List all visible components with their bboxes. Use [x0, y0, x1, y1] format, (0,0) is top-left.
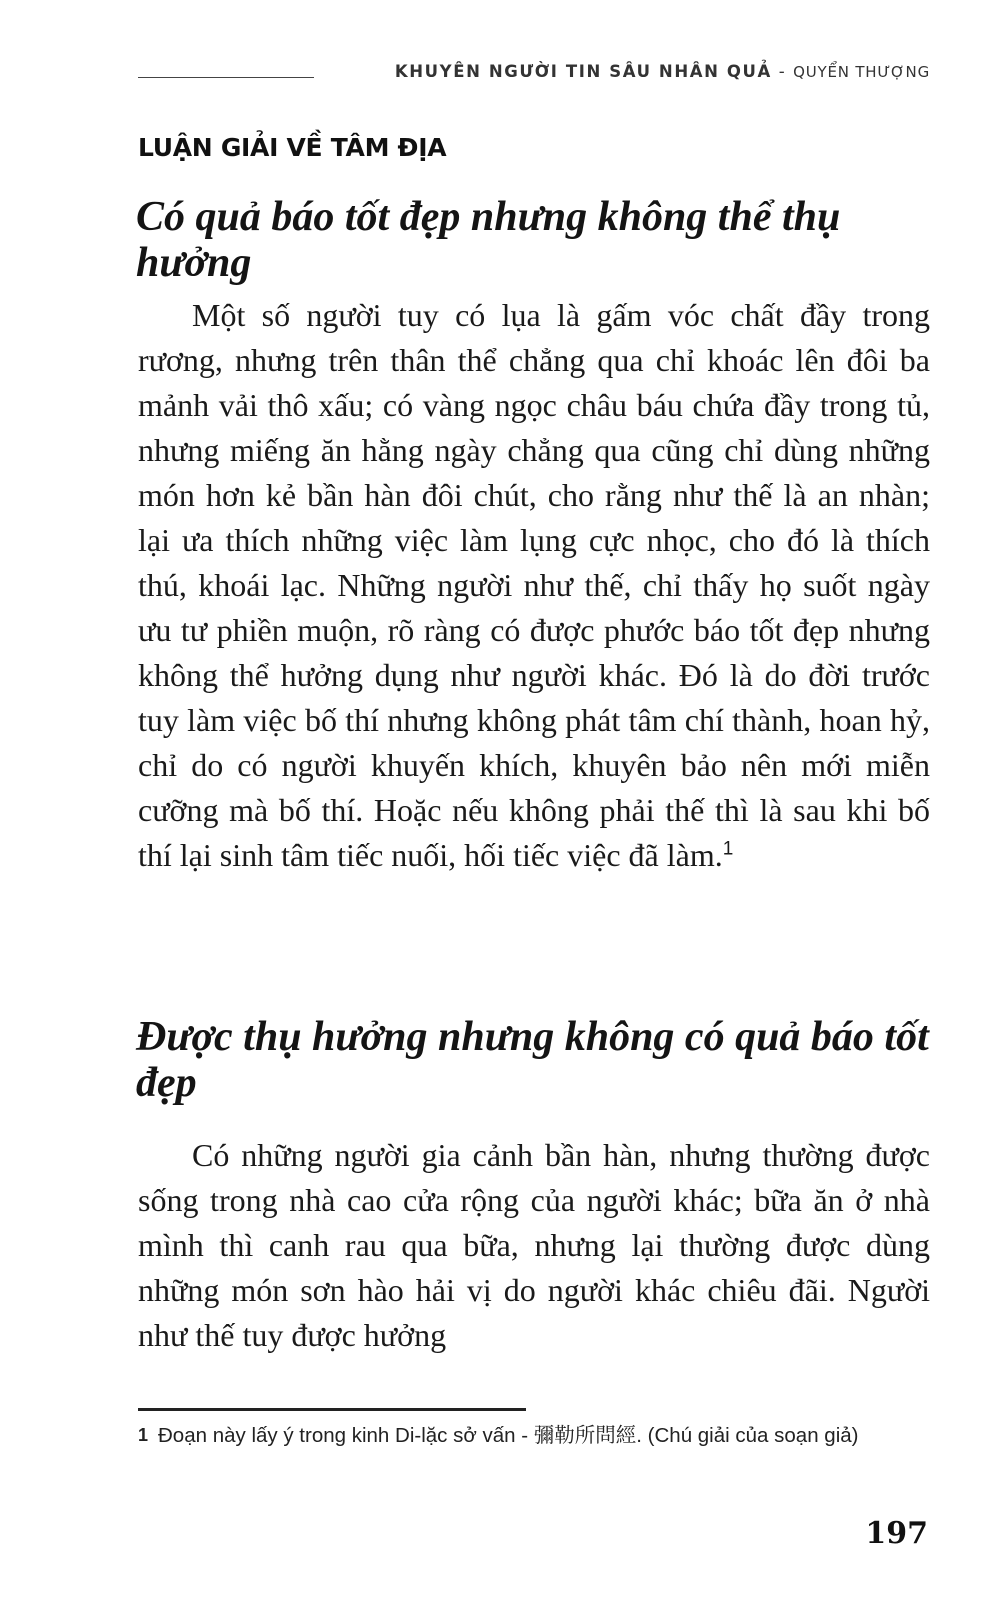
- footnote-number: 1: [138, 1425, 149, 1445]
- footnote: [138, 1417, 928, 1454]
- header-book-title: KHUYÊN NGƯỜI TIN SÂU NHÂN QUẢ: [394, 62, 772, 81]
- subsection-title: Có quả báo tốt đẹp nhưng không thể thụ hưởng: [136, 194, 841, 286]
- paragraph: [138, 293, 930, 878]
- footnote-divider: [138, 1408, 526, 1411]
- subsection-title: Được thụ hưởng nhưng không có quả báo tốt đẹp: [136, 1014, 929, 1106]
- paragraph-text: Một số người tuy có lụa là gấm vóc chất đầy trong rương, nhưng trên thân thể chẳng qua chỉ khoác lên đôi ba mảnh vải thô xấu; có vàng ngọc châu báu chứa đầy trong tủ, nhưng miếng ăn hằng ngày chẳng qua cũng chỉ dùng những món hơn kẻ bần hàn đôi chút, cho rằng như thế là an nhàn; lại ưa thích những việc làm lụng cực nhọc, cho đó là thích thú, khoái lạc. Những người như thế, chỉ thấy họ suốt ngày ưu tư phiền muộn, rõ ràng có được phước báo tốt đẹp nhưng không thể hưởng dụng như người khác. Đó là do đời trước tuy làm việc bố thí nhưng không phát tâm chí thành, hoan hỷ, chỉ do có người khuyến khích, khuyên bảo nên mới miễn cưỡng mà bố thí. Hoặc nếu không phải thế thì là sau khi bố thí lại sinh tâm tiếc nuối, hối tiếc việc đã làm.: [138, 297, 930, 873]
- paragraph: [138, 1133, 930, 1358]
- footnote-reference[interactable]: 1: [722, 838, 734, 860]
- header-volume: QUYỂN THƯỢNG: [793, 63, 930, 81]
- header-separator: -: [771, 62, 794, 81]
- header-text: [395, 62, 930, 81]
- paragraph-text: Có những người gia cảnh bần hàn, nhưng thường được sống trong nhà cao cửa rộng của người khác; bữa ăn ở nhà mình thì canh rau qua bữa, nhưng lại thường được dùng những món sơn hào hải vị do người khác chiêu đãi. Người như thế tuy được hưởng: [138, 1137, 930, 1353]
- page-number: 197: [865, 1516, 928, 1551]
- running-header: [138, 60, 930, 90]
- footnote-text: Đoạn này lấy ý trong kinh Di-lặc sở vấn - 彌勒所問經. (Chú giải của soạn giả): [158, 1424, 859, 1447]
- section-heading: LUẬN GIẢI VỀ TÂM ĐỊA: [138, 133, 447, 162]
- header-rule: [138, 77, 314, 78]
